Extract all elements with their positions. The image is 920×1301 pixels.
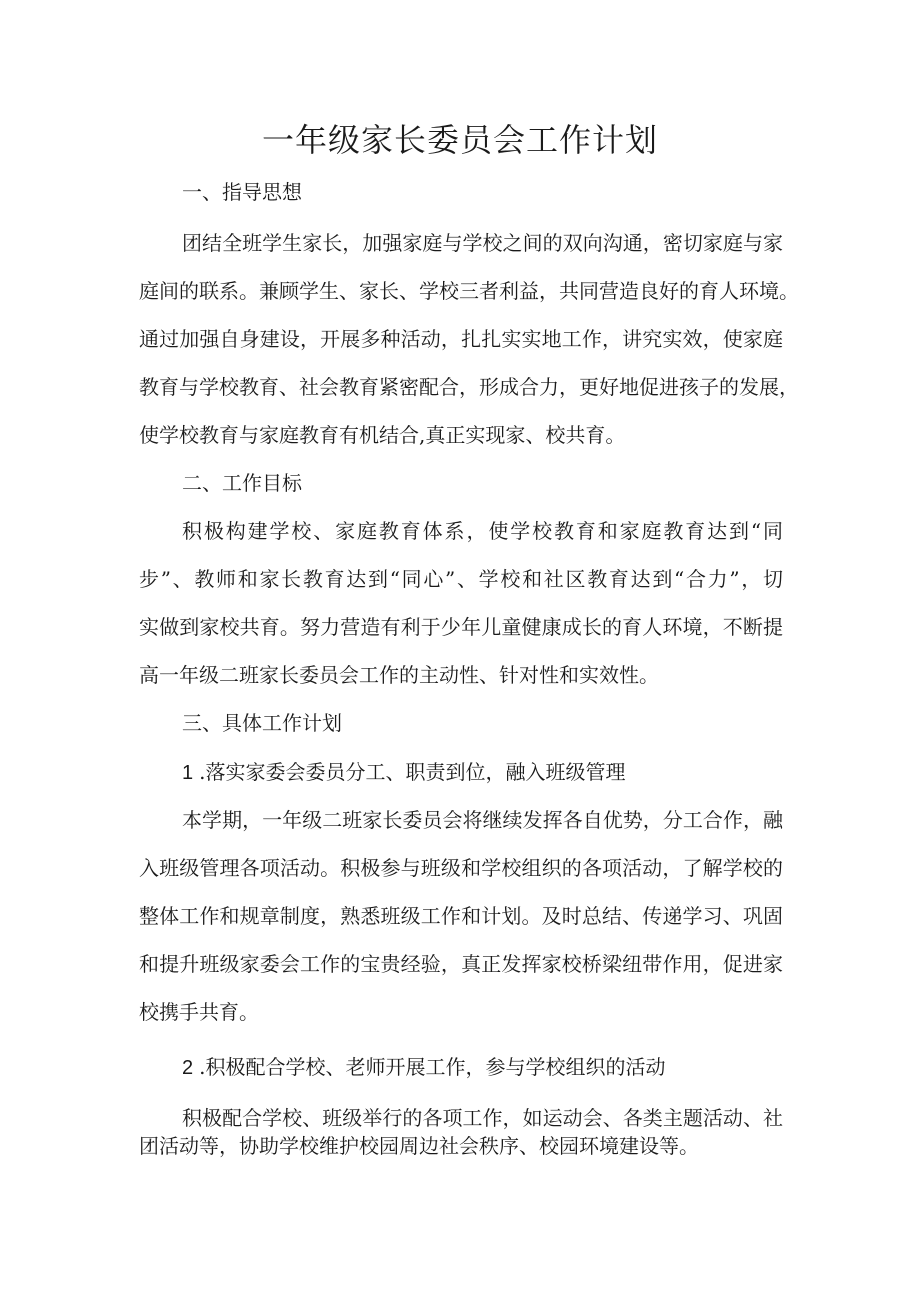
subsection-title: .落实家委会委员分工、职责到位，融入班级管理 [199, 760, 626, 784]
paragraph-line: 本学期，一年级二班家长委员会将继续发挥各自优势，分工合作，融 [182, 808, 783, 832]
paragraph-line: 积极构建学校、家庭教育体系，使学校教育和家庭教育达到“同 [182, 519, 783, 543]
section-heading-guiding-ideology: 一、指导思想 [182, 180, 302, 204]
paragraph-line: 实做到家校共育。努力营造有利于少年儿童健康成长的育人环境，不断提 [139, 615, 783, 639]
paragraph-line: 庭间的联系。兼顾学生、家长、学校三者利益，共同营造良好的育人环境。 [139, 279, 799, 303]
paragraph-line: 团结全班学生家长，加强家庭与学校之间的双向沟通，密切家庭与家 [182, 231, 783, 255]
paragraph-line: 步”、教师和家长教育达到“同心”、学校和社区教育达到“合力”，切 [139, 567, 783, 591]
paragraph-line: 高一年级二班家长委员会工作的主动性、针对性和实效性。 [139, 663, 659, 687]
paragraph-line: 和提升班级家委会工作的宝贵经验，真正发挥家校桥梁纽带作用，促进家 [139, 952, 783, 976]
section-heading-work-goals: 二、工作目标 [182, 471, 302, 495]
document-title: 一年级家长委员会工作计划 [261, 121, 658, 159]
subsection-number: 2 [182, 1057, 194, 1079]
paragraph-line: 团活动等，协助学校维护校园周边社会秩序、校园环境建设等。 [139, 1134, 699, 1158]
paragraph-line: 校携手共育。 [139, 1000, 259, 1024]
subsection-title: .积极配合学校、老师开展工作，参与学校组织的活动 [199, 1055, 666, 1079]
paragraph-line: 通过加强自身建设，开展多种活动，扎扎实实地工作，讲究实效，使家庭 [139, 327, 783, 351]
paragraph-line: 使学校教育与家庭教育有机结合,真正实现家、校共育。 [139, 423, 626, 447]
paragraph-line: 积极配合学校、班级举行的各项工作，如运动会、各类主题活动、社 [182, 1106, 783, 1130]
paragraph-line: 教育与学校教育、社会教育紧密配合，形成合力，更好地促进孩子的发展， [139, 375, 799, 399]
subsection-heading-1 [182, 757, 625, 788]
subsection-number: 1 [182, 762, 194, 784]
paragraph-line: 入班级管理各项活动。积极参与班级和学校组织的各项活动，了解学校的 [139, 856, 783, 880]
section-heading-work-plan: 三、具体工作计划 [182, 711, 342, 735]
subsection-heading-2 [182, 1052, 665, 1083]
paragraph-line: 整体工作和规章制度，熟悉班级工作和计划。及时总结、传递学习、巩固 [139, 904, 783, 928]
